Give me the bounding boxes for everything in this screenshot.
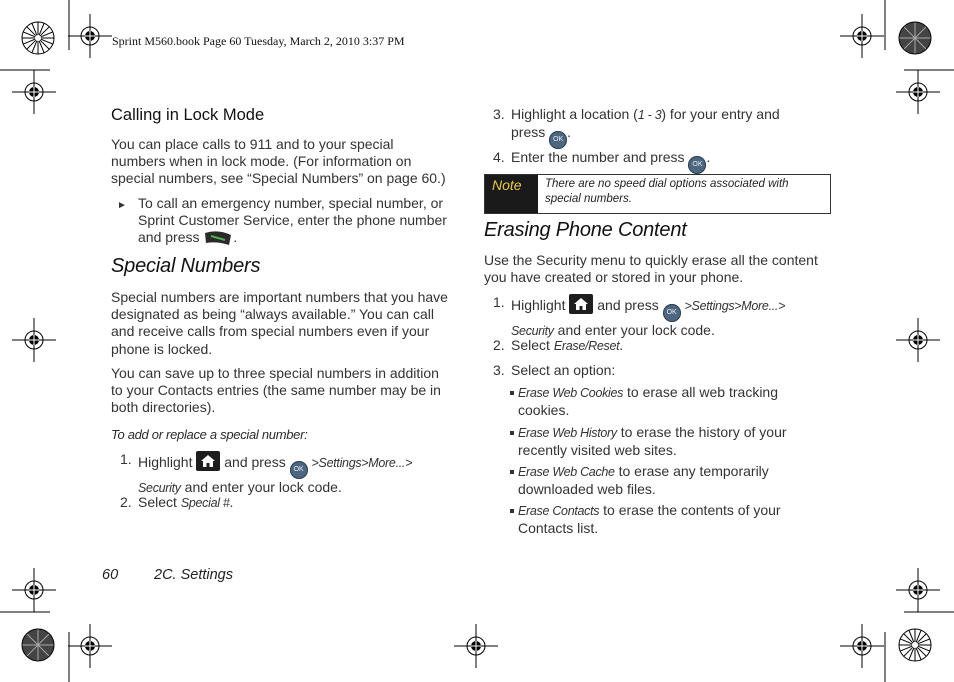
- ok-button-icon: OK: [549, 131, 567, 149]
- erasing-body: Use the Security menu to quickly erase all the content you have created or stored in your phone.: [484, 252, 818, 286]
- talk-key-icon: [203, 229, 233, 247]
- section-name: 2C. Settings: [154, 567, 233, 583]
- home-key-icon: [569, 294, 593, 314]
- special-step-3: 3. Highlight a location (1 - 3) for your entry and press OK .: [493, 106, 833, 146]
- home-key-icon: [196, 451, 220, 471]
- special-numbers-p1: Special numbers are important numbers that you have designated as being “always available.” You can call and receive calls from special numbers even if your phone is locked.: [111, 289, 448, 357]
- note-label: Note: [485, 175, 538, 213]
- ok-button-icon: OK: [688, 156, 706, 174]
- erase-option: Erase Web Cache to erase any temporarily downloaded web files.: [510, 463, 830, 498]
- bullet-arrow-icon: ►: [117, 200, 127, 211]
- special-step-2: 2. Select Special #.: [120, 494, 234, 510]
- special-step-1: 1. Highlight and press OK >Settings>More...> Security and enter your lock code.: [120, 451, 413, 495]
- erase-step-1: 1. Highlight and press OK >Settings>More...> Security and enter your lock code.: [493, 294, 786, 338]
- calling-lock-mode-body: You can place calls to 911 and to your special numbers when in lock mode. (For information on special numbers, see “Special Numbers” on page 60.): [111, 136, 446, 187]
- erase-option: Erase Web Cookies to erase all web tracking cookies.: [510, 384, 830, 419]
- erase-option: Erase Web History to erase the history of your recently visited web sites.: [510, 424, 830, 459]
- erase-option: Erase Contacts to erase the contents of your Contacts list.: [510, 502, 830, 537]
- erase-step-3: 3. Select an option:: [493, 362, 616, 378]
- note-text: There are no speed dial options associated with special numbers.: [545, 178, 789, 205]
- special-numbers-heading: Special Numbers: [111, 255, 261, 277]
- erasing-phone-content-heading: Erasing Phone Content: [484, 219, 687, 241]
- calling-bullet-text: To call an emergency number, special number, or Sprint Customer Service, enter the phone number and press .: [138, 195, 447, 246]
- page-number: 60: [102, 567, 119, 583]
- ok-button-icon: OK: [290, 461, 308, 479]
- procedure-label: To add or replace a special number:: [111, 427, 308, 442]
- ok-button-icon: OK: [663, 304, 681, 322]
- note-box: [484, 174, 831, 214]
- special-step-4: 4. Enter the number and press OK .: [493, 149, 833, 169]
- erase-step-2: 2. Select Erase/Reset.: [493, 337, 624, 353]
- calling-lock-mode-heading: Calling in Lock Mode: [111, 106, 265, 124]
- special-numbers-p2: You can save up to three special numbers in addition to your Contacts entries (the same number may be in both directories).: [111, 365, 441, 416]
- print-header: Sprint M560.book Page 60 Tuesday, March 2, 2010 3:37 PM: [112, 34, 405, 48]
